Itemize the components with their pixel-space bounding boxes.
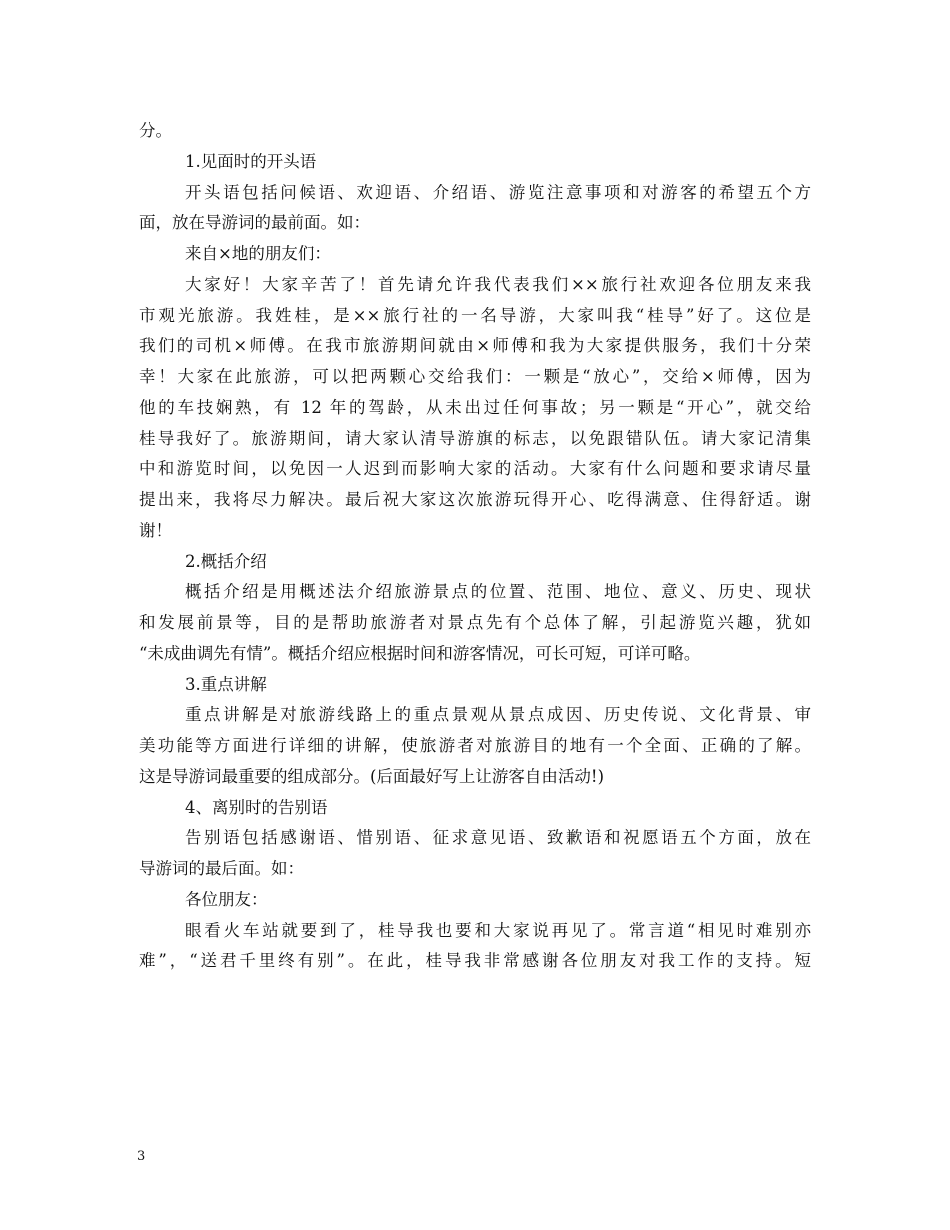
text-line: 眼看火车站就要到了，桂导我也要和大家说再见了。常言道“相见时难别亦: [185, 920, 811, 940]
text-line: 来自×地的朋友们：: [185, 244, 331, 263]
text-line: 难”，“送君千里终有别”。在此，桂导我非常感谢各位朋友对我工作的支持。短: [139, 951, 811, 971]
text-line: 他的车技娴熟，有 12 年的驾龄，从未出过任何事故；另一颗是“开心”，就交给: [139, 397, 811, 417]
text-line: 中和游览时间，以免因一人迟到而影响大家的活动。大家有什么问题和要求请尽量: [139, 459, 811, 479]
text-line: 各位朋友：: [185, 889, 268, 909]
text-line: 幸！大家在此旅游，可以把两颗心交给我们：一颗是“放心”，交给×师傅，因为: [139, 367, 811, 386]
text-line: 告别语包括感谢语、惜别语、征求意见语、致歉语和祝愿语五个方面，放在: [185, 828, 811, 848]
text-line: 导游词的最后面。如：: [139, 859, 304, 878]
text-line: 面，放在导游词的最前面。如：: [139, 213, 370, 233]
document-body: [139, 116, 811, 977]
text-line: 这是导游词最重要的组成部分。(后面最好写上让游客自由活动!): [139, 766, 605, 786]
text-line: 大家好！大家辛苦了！首先请允许我代表我们××旅行社欢迎各位朋友来我: [185, 274, 811, 294]
text-line: 4、离别时的告别语: [185, 797, 328, 817]
text-line: 提出来，我将尽力解决。最后祝大家这次旅游玩得开心、吃得满意、住得舒适。谢: [139, 490, 811, 509]
text-line: 和发展前景等，目的是帮助旅游者对景点先有个总体了解，引起游览兴趣，犹如: [139, 613, 811, 632]
text-line: 桂导我好了。旅游期间，请大家认清导游旗的标志，以免跟错队伍。请大家记清集: [139, 428, 811, 448]
text-line: 市观光旅游。我姓桂，是××旅行社的一名导游，大家叫我“桂导”好了。这位是: [139, 305, 811, 325]
text-line: 我们的司机×师傅。在我市旅游期间就由×师傅和我为大家提供服务，我们十分荣: [139, 336, 811, 356]
text-line: 3.重点讲解: [185, 674, 267, 694]
text-line: 1.见面时的开头语: [185, 151, 317, 171]
text-line: 重点讲解是对旅游线路上的重点景观从景点成因、历史传说、文化背景、审: [185, 705, 811, 725]
text-line: “未成曲调先有情”。概括介绍应根据时间和游客情况，可长可短，可详可略。: [139, 643, 701, 663]
page-number: 3: [137, 1149, 146, 1164]
text-line: 2.概括介绍: [185, 551, 267, 571]
text-line: 开头语包括问候语、欢迎语、介绍语、游览注意事项和对游客的希望五个方: [185, 182, 811, 202]
text-line: 谢！: [139, 520, 172, 540]
text-line: 概括介绍是用概述法介绍旅游景点的位置、范围、地位、意义、历史、现状: [185, 582, 811, 602]
text-line: 美功能等方面进行详细的讲解，使旅游者对旅游目的地有一个全面、正确的了解。: [139, 736, 811, 755]
text-line: 分。: [139, 121, 172, 140]
